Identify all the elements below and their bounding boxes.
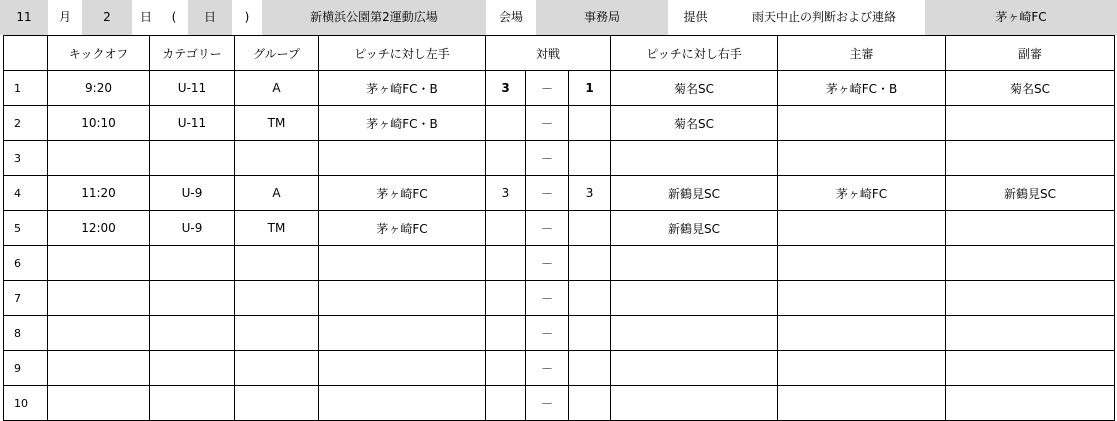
cell-score-left — [486, 211, 526, 246]
cell-referee — [778, 316, 946, 351]
cell-score-dash: － — [526, 176, 569, 211]
cell-kickoff: 11:20 — [48, 176, 150, 211]
col-kickoff-header: キックオフ — [48, 36, 150, 71]
day-label: 日 — [139, 10, 152, 24]
cell-score-right — [569, 106, 611, 141]
cell-score-right — [569, 246, 611, 281]
cell-right-team — [611, 246, 778, 281]
weekday-value: 日 — [188, 0, 232, 35]
cell-category — [150, 281, 235, 316]
cell-right-team — [611, 141, 778, 176]
table-row — [4, 246, 1115, 281]
cell-group — [235, 246, 319, 281]
cell-kickoff: 9:20 — [48, 71, 150, 106]
cell-kickoff — [48, 281, 150, 316]
cell-assistant — [946, 106, 1115, 141]
cell-right-team — [611, 316, 778, 351]
month-label: 月 — [58, 10, 71, 24]
cell-group: A — [235, 71, 319, 106]
cell-no: 10 — [4, 386, 48, 421]
cell-kickoff — [48, 351, 150, 386]
table-row — [4, 211, 1115, 246]
cell-category: U-11 — [150, 71, 235, 106]
cell-no: 5 — [4, 211, 48, 246]
cell-referee — [778, 141, 946, 176]
cell-referee — [778, 106, 946, 141]
cell-group: A — [235, 176, 319, 211]
cell-category: U-9 — [150, 211, 235, 246]
schedule-table — [3, 35, 1115, 421]
cell-score-dash: － — [526, 316, 569, 351]
cell-right-team — [611, 386, 778, 421]
cell-left-team — [319, 386, 486, 421]
cell-score-left — [486, 246, 526, 281]
cell-right-team — [611, 351, 778, 386]
cell-score-dash: － — [526, 246, 569, 281]
table-body — [4, 71, 1115, 421]
col-referee-header: 主審 — [778, 36, 946, 71]
office-label: 事務局 — [536, 0, 668, 35]
cell-kickoff — [48, 316, 150, 351]
cell-referee — [778, 211, 946, 246]
cell-category — [150, 141, 235, 176]
cell-assistant — [946, 246, 1115, 281]
cell-category — [150, 386, 235, 421]
col-right-header: ピッチに対し右手 — [611, 36, 778, 71]
cell-group: TM — [235, 106, 319, 141]
paren-open: ( — [171, 10, 177, 24]
cell-left-team — [319, 246, 486, 281]
cell-score-dash: － — [526, 351, 569, 386]
rain-label: 雨天中止の判断および連絡 — [751, 10, 896, 24]
cell-group — [235, 141, 319, 176]
cell-right-team: 菊名SC — [611, 71, 778, 106]
cell-score-right — [569, 351, 611, 386]
cell-score-left — [486, 106, 526, 141]
cell-no: 3 — [4, 141, 48, 176]
cell-score-left — [486, 141, 526, 176]
cell-referee — [778, 281, 946, 316]
cell-score-left — [486, 316, 526, 351]
cell-score-left — [486, 351, 526, 386]
table-row — [4, 281, 1115, 316]
cell-right-team: 新鶴見SC — [611, 211, 778, 246]
cell-left-team: 茅ヶ崎FC・B — [319, 71, 486, 106]
cell-category: U-9 — [150, 176, 235, 211]
cell-score-dash: － — [526, 106, 569, 141]
cell-assistant: 菊名SC — [946, 71, 1115, 106]
cell-score-right — [569, 316, 611, 351]
cell-no: 6 — [4, 246, 48, 281]
header-strip — [0, 0, 1117, 35]
table-row — [4, 71, 1115, 106]
cell-category — [150, 316, 235, 351]
cell-score-dash: － — [526, 211, 569, 246]
cell-score-right: 1 — [569, 71, 611, 106]
cell-kickoff: 10:10 — [48, 106, 150, 141]
cell-score-left — [486, 281, 526, 316]
cell-no: 8 — [4, 316, 48, 351]
cell-left-team: 茅ヶ崎FC・B — [319, 106, 486, 141]
cell-kickoff — [48, 246, 150, 281]
cell-category: U-11 — [150, 106, 235, 141]
day-value: 2 — [82, 0, 132, 35]
cell-group — [235, 281, 319, 316]
table-row — [4, 141, 1115, 176]
cell-score-right — [569, 211, 611, 246]
col-category-header: カテゴリー — [150, 36, 235, 71]
table-header-row — [4, 36, 1115, 71]
cell-no: 9 — [4, 351, 48, 386]
cell-score-dash: － — [526, 281, 569, 316]
col-match-header: 対戦 — [486, 36, 611, 71]
contact-team: 茅ヶ崎FC — [925, 0, 1117, 35]
col-left-header: ピッチに対し左手 — [319, 36, 486, 71]
cell-kickoff — [48, 386, 150, 421]
cell-score-dash: － — [526, 71, 569, 106]
cell-group — [235, 351, 319, 386]
paren-close: ) — [244, 10, 250, 24]
cell-assistant — [946, 141, 1115, 176]
table-row — [4, 106, 1115, 141]
cell-assistant — [946, 386, 1115, 421]
col-assistant-header: 副審 — [946, 36, 1115, 71]
cell-score-left: 3 — [486, 71, 526, 106]
cell-score-right: 3 — [569, 176, 611, 211]
cell-no: 4 — [4, 176, 48, 211]
cell-right-team: 菊名SC — [611, 106, 778, 141]
cell-assistant: 新鶴見SC — [946, 176, 1115, 211]
cell-left-team: 茅ヶ崎FC — [319, 176, 486, 211]
cell-referee: 茅ヶ崎FC — [778, 176, 946, 211]
cell-right-team — [611, 281, 778, 316]
cell-referee: 茅ヶ崎FC・B — [778, 71, 946, 106]
cell-left-team — [319, 141, 486, 176]
cell-left-team — [319, 316, 486, 351]
cell-right-team: 新鶴見SC — [611, 176, 778, 211]
cell-group — [235, 386, 319, 421]
cell-score-dash: － — [526, 141, 569, 176]
cell-group — [235, 316, 319, 351]
cell-group: TM — [235, 211, 319, 246]
cell-category — [150, 246, 235, 281]
venue-name: 新横浜公園第2運動広場 — [262, 0, 486, 35]
cell-score-left — [486, 386, 526, 421]
cell-no: 1 — [4, 71, 48, 106]
cell-assistant — [946, 316, 1115, 351]
cell-score-right — [569, 386, 611, 421]
cell-kickoff: 12:00 — [48, 211, 150, 246]
venue-label: 会場 — [498, 10, 523, 24]
cell-score-dash: － — [526, 386, 569, 421]
cell-category — [150, 351, 235, 386]
col-no-header — [4, 36, 48, 71]
cell-score-right — [569, 141, 611, 176]
cell-assistant — [946, 281, 1115, 316]
table-row — [4, 351, 1115, 386]
provided-label: 提供 — [683, 10, 708, 24]
month-value: 11 — [0, 0, 48, 35]
cell-score-left: 3 — [486, 176, 526, 211]
cell-assistant — [946, 351, 1115, 386]
cell-left-team — [319, 351, 486, 386]
cell-left-team: 茅ヶ崎FC — [319, 211, 486, 246]
cell-left-team — [319, 281, 486, 316]
cell-kickoff — [48, 141, 150, 176]
cell-no: 7 — [4, 281, 48, 316]
cell-assistant — [946, 211, 1115, 246]
cell-referee — [778, 386, 946, 421]
table-row — [4, 316, 1115, 351]
col-group-header: グループ — [235, 36, 319, 71]
cell-no: 2 — [4, 106, 48, 141]
cell-referee — [778, 246, 946, 281]
cell-referee — [778, 351, 946, 386]
table-row — [4, 176, 1115, 211]
table-row — [4, 386, 1115, 421]
cell-score-right — [569, 281, 611, 316]
